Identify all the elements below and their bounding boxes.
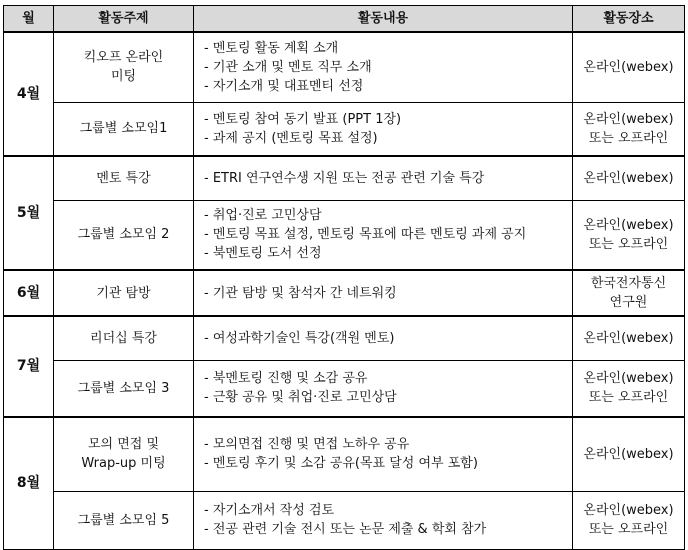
content-cell — [194, 102, 573, 156]
place-cell — [573, 102, 685, 156]
content-line: - 기관 소개 및 멘토 직무 소개 — [204, 59, 372, 75]
month-cell: 7월 — [4, 316, 54, 417]
table-row — [4, 316, 685, 360]
topic-cell — [54, 417, 194, 491]
topic-cell — [54, 156, 194, 200]
content-line: - 근황 공유 및 취업·진로 고민상담 — [204, 390, 397, 406]
table-row — [4, 156, 685, 200]
header-month: 월 — [4, 6, 54, 33]
topic-line: 멘토 특강 — [96, 170, 151, 186]
topic-line: 모의 면접 및 — [87, 437, 160, 453]
place-line: 온라인(webex) — [583, 503, 674, 518]
topic-line: 리더십 특강 — [90, 330, 157, 346]
content-line: - 멘토링 목표 설정, 멘토링 목표에 따른 멘토링 과제 공지 — [204, 227, 527, 243]
topic-line: 킥오프 온라인 — [83, 50, 164, 66]
place-line: 한국전자통신 — [590, 276, 667, 291]
content-line: - 모의면접 진행 및 면접 노하우 공유 — [204, 437, 410, 453]
header-place: 활동장소 — [573, 6, 685, 33]
place-line: 또는 오프라인 — [588, 522, 669, 537]
topic-cell — [54, 200, 194, 270]
table-row — [4, 270, 685, 316]
place-line: 온라인(webex) — [583, 371, 674, 387]
activity-schedule-table — [3, 5, 685, 550]
content-cell — [194, 491, 573, 549]
topic-cell — [54, 491, 194, 549]
table-row — [4, 32, 685, 102]
place-line: 온라인(webex) — [583, 170, 674, 186]
content-line: - 전공 관련 기술 전시 또는 논문 제출 & 학회 참가 — [204, 522, 487, 537]
topic-cell — [54, 32, 194, 102]
content-line: - 여성과학기술인 특강(객원 멘토) — [204, 330, 395, 346]
content-cell — [194, 316, 573, 360]
content-cell — [194, 360, 573, 417]
table-row — [4, 360, 685, 417]
place-line: 연구원 — [609, 295, 648, 310]
header-topic: 활동주제 — [54, 6, 194, 33]
table-row — [4, 491, 685, 549]
content-line: - 멘토링 참여 동기 발표 (PPT 1장) — [204, 111, 402, 127]
month-cell: 4월 — [4, 32, 54, 156]
topic-line: Wrap-up 미팅 — [81, 456, 166, 472]
month-cell: 5월 — [4, 156, 54, 270]
content-line: - 기관 탐방 및 참석자 간 네트워킹 — [204, 285, 397, 301]
header-content: 활동내용 — [194, 6, 573, 33]
content-cell — [194, 32, 573, 102]
place-line: 또는 오프라인 — [588, 130, 669, 146]
place-cell — [573, 156, 685, 200]
place-line: 또는 오프라인 — [588, 236, 669, 252]
place-line: 온라인(webex) — [583, 217, 674, 233]
content-line: - 멘토링 후기 및 소감 공유(목표 달성 여부 포함) — [204, 456, 478, 472]
place-cell — [573, 316, 685, 360]
topic-cell — [54, 102, 194, 156]
place-cell — [573, 360, 685, 417]
place-cell — [573, 270, 685, 316]
content-line: - 자기소개 및 대표멘티 선정 — [204, 78, 364, 94]
content-line: - ETRI 연구연수생 지원 또는 전공 관련 기술 특강 — [204, 170, 485, 186]
table-row — [4, 200, 685, 270]
place-cell — [573, 491, 685, 549]
table-row — [4, 417, 685, 491]
place-line: 온라인(webex) — [583, 111, 674, 127]
place-line: 온라인(webex) — [583, 446, 674, 462]
place-line: 온라인(webex) — [583, 59, 674, 75]
topic-line: 그룹별 소모임 5 — [77, 512, 170, 528]
content-cell — [194, 270, 573, 316]
content-line: - 취업·진로 고민상담 — [204, 208, 322, 224]
content-line: - 북멘토링 진행 및 소감 공유 — [204, 371, 368, 387]
topic-cell — [54, 316, 194, 360]
topic-line: 그룹별 소모임 3 — [77, 380, 170, 396]
table-header-row — [4, 6, 685, 33]
content-line: - 과제 공지 (멘토링 목표 설정) — [204, 130, 378, 146]
place-line: 또는 오프라인 — [588, 390, 669, 406]
month-cell: 6월 — [4, 270, 54, 316]
content-cell — [194, 156, 573, 200]
content-cell — [194, 200, 573, 270]
content-line: - 북멘토링 도서 선정 — [204, 246, 322, 262]
topic-cell — [54, 270, 194, 316]
topic-line: 그룹별 소모임1 — [79, 121, 168, 137]
place-cell — [573, 32, 685, 102]
topic-line: 그룹별 소모임 2 — [77, 227, 170, 243]
place-cell — [573, 417, 685, 491]
table-row — [4, 102, 685, 156]
place-cell — [573, 200, 685, 270]
topic-line: 기관 탐방 — [96, 285, 151, 301]
topic-cell — [54, 360, 194, 417]
month-cell: 8월 — [4, 417, 54, 549]
place-line: 온라인(webex) — [583, 330, 674, 346]
topic-line: 미팅 — [110, 69, 137, 85]
content-line: - 자기소개서 작성 검토 — [204, 503, 335, 518]
content-line: - 멘토링 활동 계획 소개 — [204, 40, 339, 56]
content-cell — [194, 417, 573, 491]
